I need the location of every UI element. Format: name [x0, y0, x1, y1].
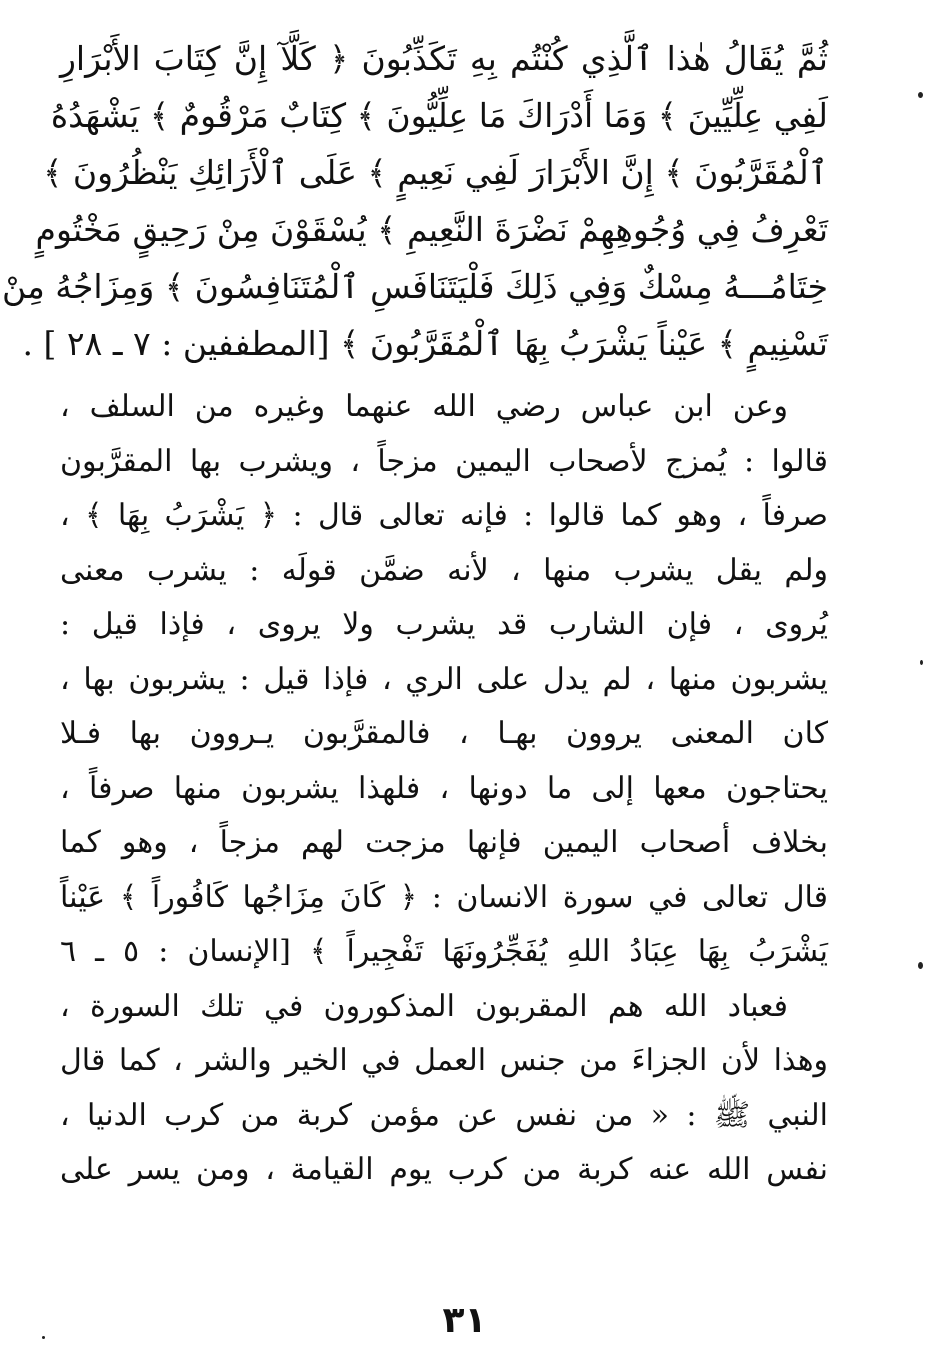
paragraph-line: كان المعنى يروون بهـا ، فالمقرَّبون يـروون بها فـلا — [60, 716, 828, 751]
paragraph-line: فعباد الله هم المقربون المذكورون في تلك السورة ، — [60, 988, 788, 1024]
paragraph-line: النبي ﷺ : « من نفس عن مؤمن كربة من كرب الدنيا ، — [60, 1097, 828, 1133]
paragraph-line: وهذا لأن الجزاءَ من جنس العمل في الخير والشر ، كما قال — [60, 1043, 828, 1078]
scan-speck — [920, 660, 923, 665]
paragraph-line: يُروى ، فإن الشارب قد يشرب ولا يروى ، فإذا قيل : — [60, 607, 828, 642]
paragraph-line: يشربون منها ، لم يدل على الري ، فإذا قيل : يشربون بها ، — [60, 661, 828, 697]
paragraph-line: قال تعالى في سورة الانسان : ﴿ كَانَ مِزَاجُها كَافُوراً ﴾ عَيْناً — [60, 879, 828, 915]
commentary-paragraph — [60, 380, 828, 980]
verse-line: لَفِي عِلِّيِّينَ ﴾ وَمَا أَدْرَاكَ مَا عِلِّيُّونَ ﴾ كِتَابٌ مَرْقُومٌ ﴾ يَشْهَدُهُ — [50, 96, 828, 135]
verse-line: تَسْنِيمٍ ﴾ عَيْناً يَشْرَبُ بِهَا ٱلْمُقَرَّبُونَ ﴾ [المطففين : ٧ ـ ٢٨ ] . — [22, 324, 828, 363]
scan-speck — [918, 962, 923, 969]
verse-line: ثُمَّ يُقَالُ هٰذا ٱلَّذِي كُنْتُم بِهِ تَكَذِّبُونَ ﴿ كَلَّآ إِنَّ كِتَابَ الأَبْرَارِ — [60, 39, 828, 78]
paragraph-line: يحتاجون معها إلى ما دونها ، فلهذا يشربون منها صرفاً ، — [60, 770, 828, 806]
page-number: ٣١ — [442, 1300, 487, 1341]
verse-line: خِتَامُـــهُ مِسْكٌ وَفِي ذَلِكَ فَلْيَتَنَافَسِ ٱلْمُتَنَافِسُونَ ﴾ وَمِزَاجُهُ مِنْ — [1, 267, 828, 306]
paragraph-line: صرفاً ، وهو كما قالوا : فإنه تعالى قال : ﴿ يَشْرَبُ بِهَا ﴾ ، — [60, 498, 828, 533]
verse-line: ٱلْمُقَرَّبُونَ ﴾ إِنَّ الأَبْرَارَ لَفِي نَعِيمٍ ﴾ عَلَى ٱلْأَرَائِكِ يَنْظُرُونَ ﴾ — [43, 153, 828, 192]
paragraph-line: نفس الله عنه كربة من كرب يوم القيامة ، ومن يسر على — [60, 1152, 828, 1187]
scan-speck — [42, 1336, 45, 1339]
commentary-paragraph-2 — [60, 980, 828, 1198]
book-page — [1, 30, 828, 1198]
paragraph-line: بخلاف أصحاب اليمين فإنها مزجت لهم مزجاً ، وهو كما — [60, 825, 828, 860]
verse-line: تَعْرِفُ فِي وُجُوهِهِمْ نَضْرَةَ النَّعِيمِ ﴾ يُسْقَوْنَ مِنْ رَحِيقٍ مَخْتُومٍ — [35, 210, 828, 249]
quran-verse-block — [1, 30, 828, 372]
paragraph-line: قالوا : يُمزج لأصحاب اليمين مزجاً ، ويشرب بها المقرَّبون — [60, 443, 828, 479]
paragraph-line: ولم يقل يشرب منها ، لأنه ضمَّن قولَه : يشرب معنى — [60, 552, 828, 588]
paragraph-line: يَشْرَبُ بِهَا عِبَادُ اللهِ يُفَجِّرُونَهَا تَفْجِيراً ﴾ [الإنسان : ٥ ـ ٦ — [60, 934, 828, 969]
scan-speck — [918, 92, 923, 98]
paragraph-line: وعن ابن عباس رضي الله عنهما وغيره من السلف ، — [60, 389, 788, 424]
